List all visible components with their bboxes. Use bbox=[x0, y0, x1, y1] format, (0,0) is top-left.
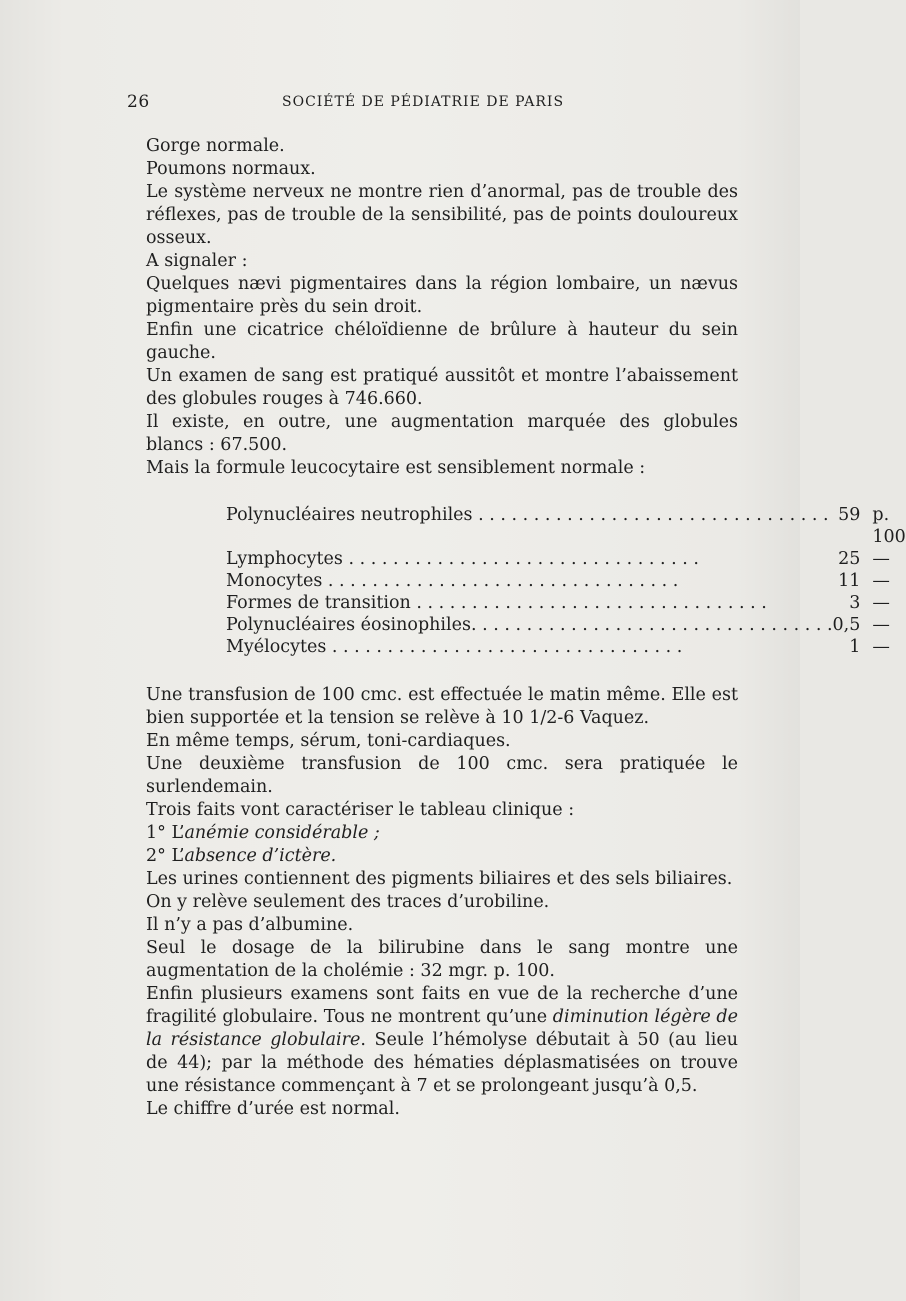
paragraph bbox=[146, 983, 738, 1098]
row-label: Formes de transition . . . bbox=[226, 593, 767, 613]
table-row bbox=[226, 636, 906, 658]
row-value: 59 bbox=[838, 505, 861, 525]
row-unit: p. 100 bbox=[872, 505, 906, 547]
row-label: Monocytes . . . bbox=[226, 571, 678, 591]
paragraph-part: Enfin plusieurs examens sont faits en vue de la recherche d’une fragilité globulaire. Tous ne montrent qu’une bbox=[146, 984, 738, 1027]
page-header bbox=[127, 92, 587, 116]
paragraph: Il existe, en outre, une augmentation marquée des globules blancs : 67.500. bbox=[146, 412, 738, 455]
row-unit: — bbox=[872, 593, 890, 613]
paragraph-part: . Seule l’hémolyse débutait à 50 (au lieu de 44); par la méthode des hématies déplasmatisées on trouve une résistance commençant à 7 et se prolongeant jusqu’à 0,5. bbox=[146, 1030, 738, 1096]
list-item-number: 1° L’ bbox=[146, 823, 185, 843]
row-value: 25 bbox=[838, 549, 861, 569]
paragraph: On y relève seulement des traces d’urobiline. bbox=[146, 892, 550, 912]
paragraph: Les urines contiennent des pigments biliaires et des sels biliaires. bbox=[146, 869, 733, 889]
paragraph: Quelques nævi pigmentaires dans la région lombaire, un nævus pigmentaire près du sein droit. bbox=[146, 274, 738, 317]
list-item-text: absence d’ictère. bbox=[184, 846, 337, 866]
paragraph: Mais la formule leucocytaire est sensiblement normale : bbox=[146, 458, 646, 478]
paragraph: Seul le dosage de la bilirubine dans le sang montre une augmentation de la cholémie : 32 mgr. p. 100. bbox=[146, 938, 738, 981]
row-label: Polynucléaires éosinophiles. . . . bbox=[226, 615, 833, 635]
body-text bbox=[146, 135, 906, 1121]
paragraph: Poumons normaux. bbox=[146, 159, 316, 179]
table-row bbox=[226, 592, 906, 614]
paragraph: Trois faits vont caractériser le tableau clinique : bbox=[146, 800, 575, 820]
table-row bbox=[226, 570, 906, 592]
row-unit: — bbox=[872, 637, 890, 657]
list-item bbox=[146, 845, 738, 868]
paragraph: Gorge normale. bbox=[146, 136, 285, 156]
row-label: Lymphocytes . . . bbox=[226, 549, 699, 569]
paragraph: Le système nerveux ne montre rien d’anormal, pas de trouble des réflexes, pas de trouble de la sensibilité, pas de points douloureux osseux. bbox=[146, 182, 738, 248]
paragraph: Un examen de sang est pratiqué aussitôt et montre l’abaissement des globules rouges à 746.660. bbox=[146, 366, 738, 409]
paragraph: Une transfusion de 100 cmc. est effectuée le matin même. Elle est bien supportée et la tension se relève à 10 1/2-6 Vaquez. bbox=[146, 685, 738, 728]
running-title: SOCIÉTÉ DE PÉDIATRIE DE PARIS bbox=[282, 94, 565, 110]
paragraph: Le chiffre d’urée est normal. bbox=[146, 1099, 400, 1119]
row-label: Myélocytes . . . bbox=[226, 637, 682, 657]
page-number: 26 bbox=[127, 92, 150, 112]
leukocyte-formula-table bbox=[226, 504, 906, 658]
paragraph: En même temps, sérum, toni-cardiaques. bbox=[146, 731, 511, 751]
list-item-text: anémie considérable ; bbox=[184, 823, 380, 843]
paragraph: A signaler : bbox=[146, 251, 248, 271]
list-item bbox=[146, 822, 738, 845]
row-value: 1 bbox=[849, 637, 861, 657]
row-unit: — bbox=[872, 549, 890, 569]
table-row bbox=[226, 504, 906, 548]
paragraph: Une deuxième transfusion de 100 cmc. sera pratiquée le surlendemain. bbox=[146, 754, 738, 797]
paragraph: Il n’y a pas d’albumine. bbox=[146, 915, 354, 935]
row-value: 11 bbox=[838, 571, 861, 591]
row-unit: — bbox=[872, 571, 890, 591]
paragraph-italic: diminution légère de la résistance globulaire bbox=[146, 1007, 738, 1050]
row-value: 3 bbox=[849, 593, 861, 613]
table-row bbox=[226, 614, 906, 636]
paragraph: Enfin une cicatrice chéloïdienne de brûlure à hauteur du sein gauche. bbox=[146, 320, 738, 363]
table-row bbox=[226, 548, 906, 570]
list-item-number: 2° L’ bbox=[146, 846, 185, 866]
row-label: Polynucléaires neutrophiles . . . bbox=[226, 505, 829, 525]
row-value: 0,5 bbox=[832, 615, 861, 635]
row-unit: — bbox=[872, 615, 890, 635]
